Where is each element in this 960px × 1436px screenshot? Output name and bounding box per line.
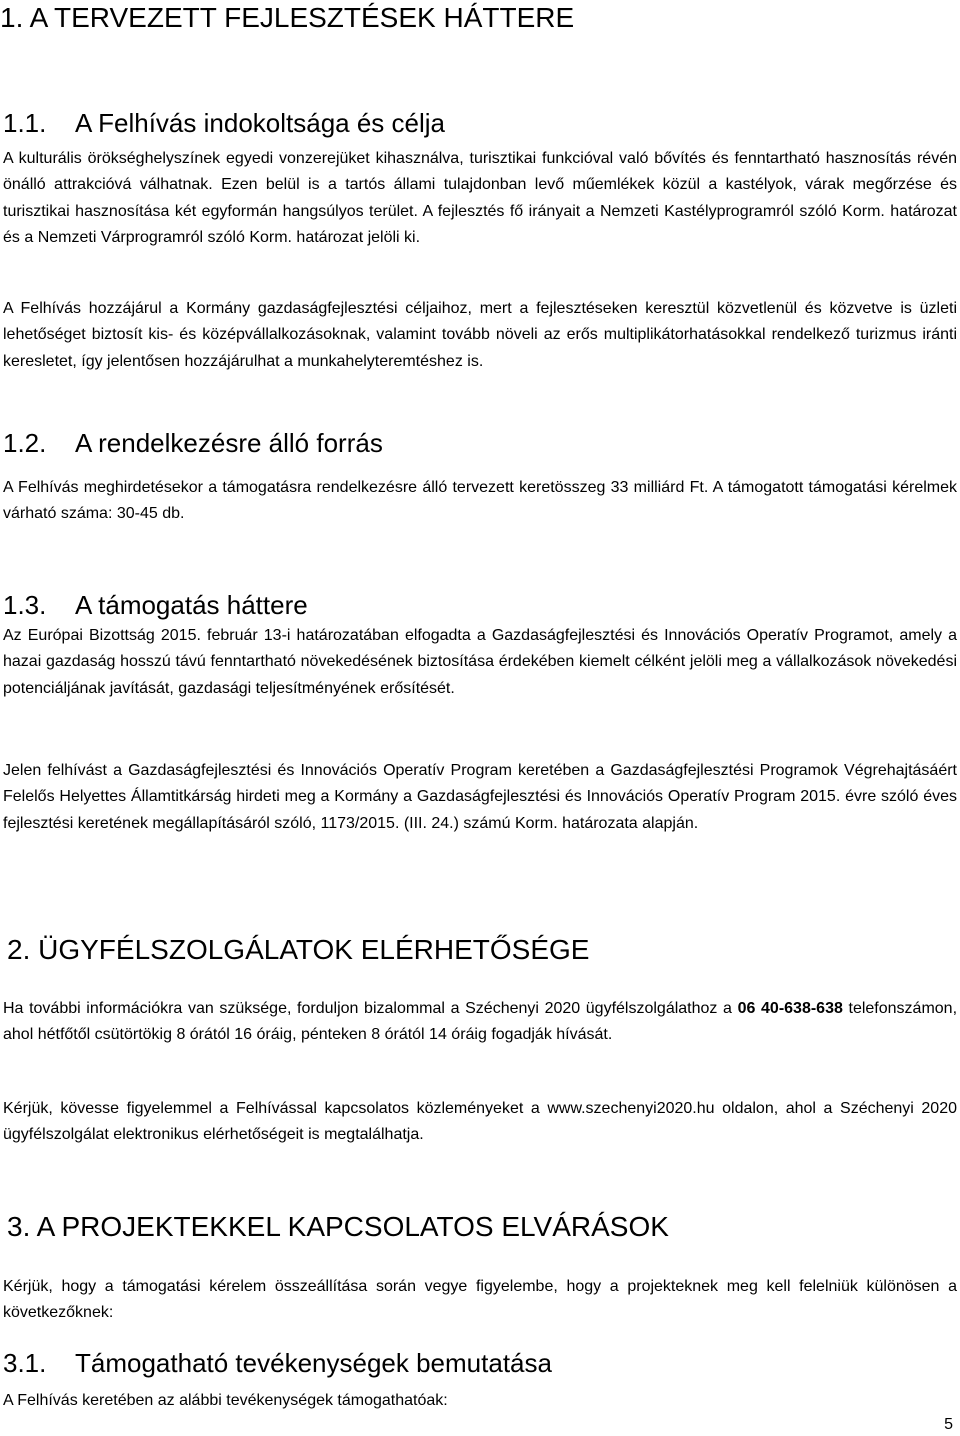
- paragraph: Kérjük, hogy a támogatási kérelem összeállítása során vegye figyelembe, hogy a projekteknek meg kell felelniük különösen a következőknek:: [3, 1278, 957, 1322]
- subsection-1-2-heading: [3, 428, 383, 458]
- subsection-title: A Felhívás indokoltsága és célja: [75, 108, 445, 138]
- subsection-number: 1.1.: [3, 108, 47, 138]
- subsection-number: 1.2.: [3, 428, 47, 458]
- subsection-number: 1.3.: [3, 590, 47, 620]
- paragraph: A Felhívás keretében az alábbi tevékenységek támogathatóak:: [3, 1392, 448, 1409]
- subsection-title: A rendelkezésre álló forrás: [75, 428, 383, 458]
- subsection-title: Támogatható tevékenységek bemutatása: [75, 1348, 552, 1378]
- section-2-heading: 2. ÜGYFÉLSZOLGÁLATOK ELÉRHETŐSÉGE: [7, 934, 590, 965]
- paragraph-text: Ha további információkra van szüksége, forduljon bizalommal a Széchenyi 2020 ügyfélszolgálathoz a: [3, 1000, 738, 1017]
- subsection-1-1-heading: [3, 108, 445, 138]
- section-3-heading: 3. A PROJEKTEKKEL KAPCSOLATOS ELVÁRÁSOK: [7, 1211, 669, 1242]
- paragraph: [3, 996, 957, 1049]
- paragraph: Az Európai Bizottság 2015. február 13-i határozatában elfogadta a Gazdaságfejlesztési és Innovációs Operatív Programot, amely a hazai gazdaság hosszú távú fenntartható növekedésének biztosítása érdekében kiemelt célként jelöli meg a vállalkozások növekedési potenciáljának javítását, gazdasági teljesítményének erősítését.: [3, 627, 957, 697]
- paragraph: A Felhívás meghirdetésekor a támogatásra rendelkezésre álló tervezett keretösszeg 33 milliárd Ft. A támogatott támogatási kérelmek várható száma: 30-45 db.: [3, 479, 957, 523]
- subsection-1-3-heading: [3, 590, 308, 620]
- paragraph: A kulturális örökséghelyszínek egyedi vonzerejüket kihasználva, turisztikai funkcióval való bővítés és fenntartható hasznosítás révén önálló attrakcióvá válhatnak. Ezen belül is a tartós állami tulajdonban levő műemlékek közül a kastélyok, várak megőrzése és turisztikai hasznosítása két egyformán hangsúlyos terület. A fejlesztés fő irányait a Nemzeti Kastélyprogramról szóló Korm. határozat és a Nemzeti Várprogramról szóló Korm. határozat jelöli ki.: [3, 150, 957, 247]
- paragraph: Jelen felhívást a Gazdaságfejlesztési és Innovációs Operatív Program keretében a Gazdaságfejlesztési Programok Végrehajtásáért Felelős Helyettes Államtitkárság hirdeti meg a Kormány a Gazdaságfejlesztési és Innovációs Operatív Program 2015. évre szóló éves fejlesztési keretének megállapításáról szóló, 1173/2015. (III. 24.) számú Korm. határozata alapján.: [3, 762, 957, 832]
- section-1-heading: 1. A TERVEZETT FEJLESZTÉSEK HÁTTERE: [0, 2, 575, 33]
- paragraph-text: telefonszámon, ahol hétfőtől csütörtökig 8 órától 16 óráig, pénteken 8 órától 14 óráig fogadják hívását.: [3, 1000, 958, 1044]
- paragraph: A Felhívás hozzájárul a Kormány gazdaságfejlesztési céljaihoz, mert a fejlesztéseken keresztül közvetlenül és közvetve is üzleti lehetőséget biztosít kis- és középvállalkozásoknak, valamint tovább növeli az erős multiplikátorhatásokkal rendelkező turizmus iránti keresletet, így jelentősen hozzájárulhat a munkahelyteremtéshez is.: [3, 300, 957, 370]
- phone-number: 06 40-638-638: [737, 1000, 843, 1017]
- subsection-title: A támogatás háttere: [75, 590, 308, 620]
- subsection-number: 3.1.: [3, 1348, 47, 1378]
- paragraph: Kérjük, kövesse figyelemmel a Felhívással kapcsolatos közleményeket a www.szechenyi2020.hu oldalon, ahol a Széchenyi 2020 ügyfélszolgálat elektronikus elérhetőségeit is megtalálhatja.: [3, 1100, 957, 1144]
- subsection-3-1-heading: [3, 1348, 552, 1378]
- page-number: 5: [944, 1416, 953, 1433]
